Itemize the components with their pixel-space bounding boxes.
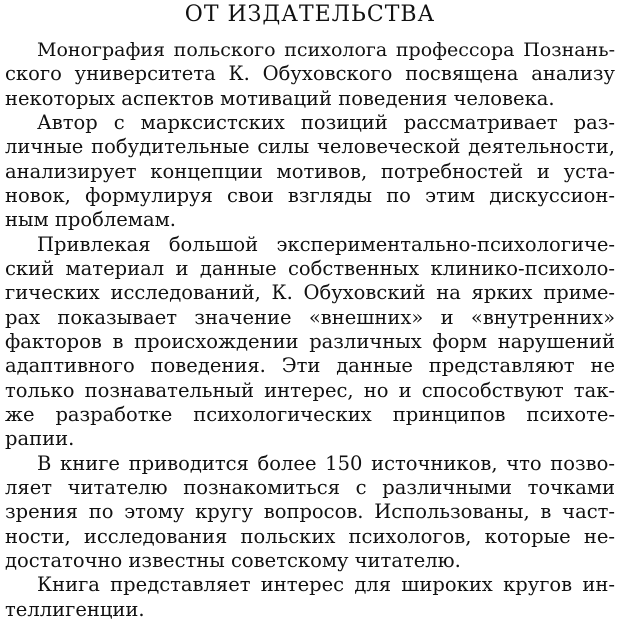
- paragraph-2-line-4: новок, формулируя свои взгляды по этим дискуссион-: [5, 184, 615, 207]
- paragraph-5-line-1: Книга представляет интерес для широких кругов ин-: [37, 573, 615, 597]
- paragraph-2-line-2: личные побудительные силы человеческой деятельности,: [5, 135, 615, 159]
- paragraph-3-line-7: только познавательный интерес, но и способствуют так-: [5, 378, 615, 402]
- paragraph-5-line-2: теллигенции.: [5, 597, 145, 621]
- paragraph-2-line-1: Автор с марксистских позиций рассматривает раз-: [37, 111, 615, 134]
- paragraph-4-line-1: В книге приводится более 150 источников, что позво-: [37, 451, 615, 475]
- page-title: ОТ ИЗДАТЕЛЬСТВА: [184, 2, 436, 27]
- paragraph-2-line-3: анализирует концепции мотивов, потребностей и уста-: [5, 159, 615, 183]
- paragraph-3-line-5: факторов в происхождении различных форм нарушений: [5, 330, 615, 353]
- paragraph-1-line-1: Монография польского психолога профессора Познань-: [37, 39, 615, 61]
- paragraph-2-line-5: ным проблемам.: [5, 208, 176, 232]
- paragraph-4-line-4: ности, исследования польских психологов, которые не-: [5, 524, 615, 548]
- paragraph-4-line-2: ляет читателю познакомиться с различными точками: [5, 476, 615, 499]
- paragraph-1-line-3: некоторых аспектов мотиваций поведения человека.: [5, 86, 555, 110]
- paragraph-3-line-9: рапии.: [5, 427, 75, 451]
- paragraph-1-line-2: ского университета К. Обуховского посвящена анализу: [5, 62, 615, 86]
- paragraph-3-line-2: ский материал и данные собственных клинико-психоло-: [5, 257, 615, 280]
- paragraph-3-line-4: рах показывает значение «внешних» и «внутренних»: [5, 305, 615, 329]
- paragraph-3-line-1: Привлекая большой экспериментально-психологиче-: [37, 232, 615, 256]
- paragraph-4-line-3: зрения по этому кругу вопросов. Использованы, в част-: [5, 500, 615, 524]
- paragraph-3-line-3: гических исследований, К. Обуховский на ярких приме-: [5, 281, 615, 305]
- paragraph-4-line-5: достаточно известны советскому читателю.: [5, 549, 461, 572]
- paragraph-3-line-6: адаптивного поведения. Эти данные представляют не: [5, 354, 615, 378]
- paragraph-3-line-8: же разработке психологических принципов психоте-: [5, 403, 615, 426]
